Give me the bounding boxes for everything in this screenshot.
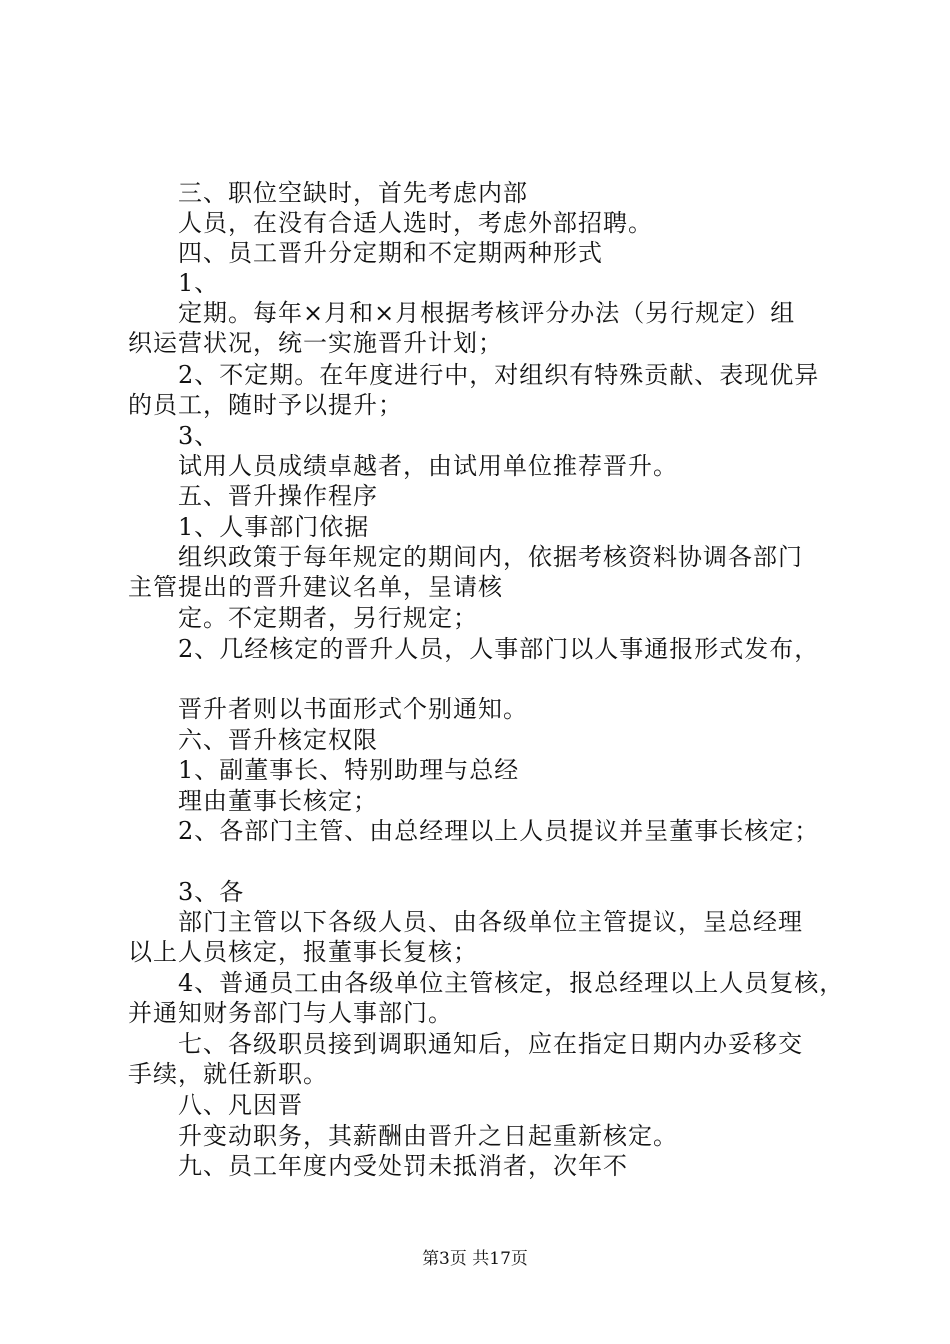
paragraph-line: 部门主管以下各级人员、由各级单位主管提议，呈总经理 <box>178 908 803 936</box>
paragraph-line: 2、各部门主管、由总经理以上人员提议并呈董事长核定； <box>178 817 820 845</box>
page-number-label: 第3页 共17页 <box>422 1249 528 1269</box>
paragraph-line: 4、普通员工由各级单位主管核定，报总经理以上人员复核， <box>178 969 845 997</box>
paragraph-line: 八、凡因晋 <box>178 1091 303 1119</box>
paragraph-line: 2、几经核定的晋升人员，人事部门以人事通报形式发布， <box>178 635 820 663</box>
paragraph-line: 三、职位空缺时，首先考虑内部 <box>178 179 528 207</box>
paragraph-line: 组织政策于每年规定的期间内，依据考核资料协调各部门 <box>178 543 803 571</box>
paragraph-line: 定期。每年×月和×月根据考核评分办法（另行规定）组 <box>178 299 796 327</box>
paragraph-line: 2、不定期。在年度进行中，对组织有特殊贡献、表现优异 <box>178 361 820 389</box>
paragraph-line: 手续，就任新职。 <box>128 1060 328 1088</box>
paragraph-line: 的员工，随时予以提升； <box>128 391 403 419</box>
paragraph-line: 升变动职务，其薪酬由晋升之日起重新核定。 <box>178 1122 678 1150</box>
paragraph-line: 1、副董事长、特别助理与总经 <box>178 756 520 784</box>
paragraph-line: 九、员工年度内受处罚未抵消者，次年不 <box>178 1152 628 1180</box>
paragraph-line: 以上人员核定，报董事长复核； <box>128 938 478 966</box>
paragraph-line: 晋升者则以书面形式个别通知。 <box>178 695 528 723</box>
paragraph-line: 四、员工晋升分定期和不定期两种形式 <box>178 239 603 267</box>
paragraph-line: 主管提出的晋升建议名单，呈请核 <box>128 573 503 601</box>
paragraph-line: 3、 <box>178 422 220 450</box>
paragraph-line: 3、各 <box>178 878 245 906</box>
paragraph-line: 理由董事长核定； <box>178 787 378 815</box>
paragraph-line: 定。不定期者，另行规定； <box>178 604 478 632</box>
paragraph-line: 六、晋升核定权限 <box>178 726 378 754</box>
paragraph-line: 并通知财务部门与人事部门。 <box>128 999 453 1027</box>
paragraph-line: 人员，在没有合适人选时，考虑外部招聘。 <box>178 209 653 237</box>
paragraph-line: 1、 <box>178 269 220 297</box>
paragraph-line: 试用人员成绩卓越者，由试用单位推荐晋升。 <box>178 452 678 480</box>
paragraph-line: 1、人事部门依据 <box>178 513 370 541</box>
page-footer <box>0 1244 950 1269</box>
paragraph-line: 七、各级职员接到调职通知后，应在指定日期内办妥移交 <box>178 1030 803 1058</box>
paragraph-line: 五、晋升操作程序 <box>178 482 378 510</box>
paragraph-line: 织运营状况，统一实施晋升计划； <box>128 329 503 357</box>
